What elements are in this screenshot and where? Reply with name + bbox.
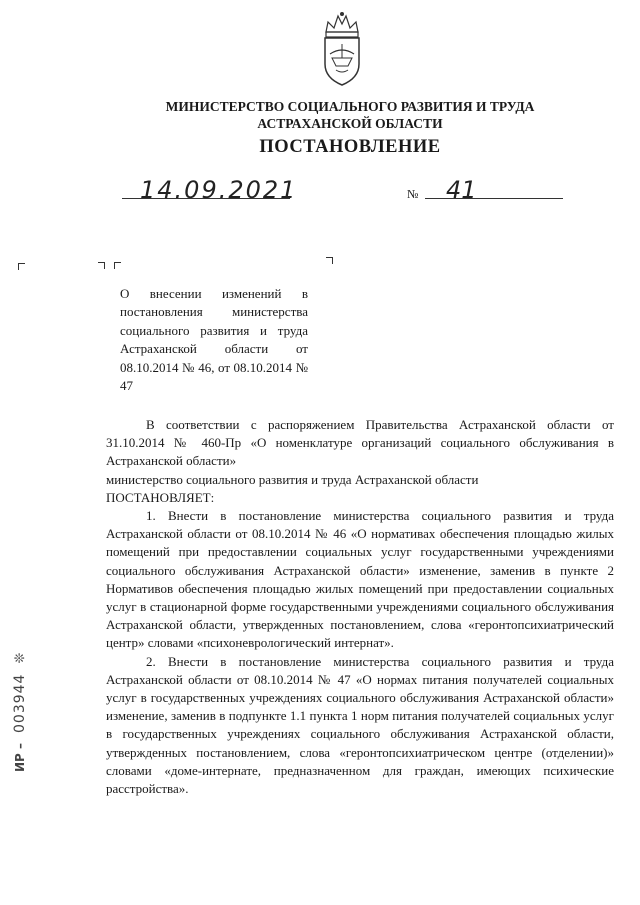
side-stamp-mark-icon: ❊ [12, 652, 28, 664]
ministry-line-1: МИНИСТЕРСТВО СОЦИАЛЬНОГО РАЗВИТИЯ И ТРУДА [165, 99, 535, 114]
preamble-paragraph: В соответствии с распоряжением Правительства Астраханской области от 31.10.2014 № 460-Пр «О номенклатуре организаций социального обслуживания в Астраханской области» [106, 417, 614, 469]
document-subject: О внесении изменений в постановления министерства социального развития и труда Астраханской области от 08.10.2014 № 46, от 08.10.2014 № 47 [120, 286, 308, 394]
corner-mark [114, 262, 121, 269]
item-1-paragraph: 1. Внести в постановление министерства социального развития и труда Астраханской области от 08.10.2014 № 46 «О нормативах обеспечения площадью жилых помещений при предоставлении социальных услуг государственными учреждениями социального обслуживания Астраханской области» изменение, заменив в пункте 2 Нормативов обеспечения площадью жилых помещений при предоставлении социальных услуг в стационарной форме государственными учреждениями социального обслуживания Астраханской области, утвержденных постановлением, слова «геронтопсихиатрический центр» словами «психоневрологический интернат». [106, 508, 614, 651]
document-type: ПОСТАНОВЛЕНИЕ [259, 137, 441, 157]
document-date: 14.09.2021 [140, 176, 298, 204]
issuer-paragraph: министерство социального развития и труда Астраханской области [106, 471, 479, 487]
side-stamp-number: 003944 [12, 673, 28, 733]
ministry-line-2: АСТРАХАНСКОЙ ОБЛАСТИ [257, 116, 443, 131]
document-number: 41 [446, 176, 477, 204]
number-label: № [407, 187, 419, 201]
date-underline [122, 198, 290, 199]
ministry-name [130, 98, 570, 132]
corner-mark [18, 263, 25, 270]
decree-heading: ПОСТАНОВЛЯЕТ: [106, 489, 215, 505]
coat-of-arms-icon [318, 8, 366, 88]
corner-mark [326, 257, 333, 264]
document-body [106, 416, 614, 798]
number-underline [425, 198, 563, 199]
item-2-paragraph: 2. Внести в постановление министерства социального развития и труда Астраханской области от 08.10.2014 № 47 «О нормах питания получателей социальных услуг в государственных учреждениях социального обслуживания Астраханской области» изменение, заменив в подпункте 1.1 пункта 1 норм питания получателей социальных услуг в государственных учреждениях социального обслуживания Астраханской области, утвержденных постановлением, слова «геронтопсихиатрическом центре (отделении)» словами «доме-интернате, предназначенном для граждан, имеющих психические расстройства». [106, 653, 614, 797]
side-stamp [10, 638, 30, 772]
corner-mark [98, 262, 105, 269]
side-stamp-code: ИР – [13, 742, 27, 772]
